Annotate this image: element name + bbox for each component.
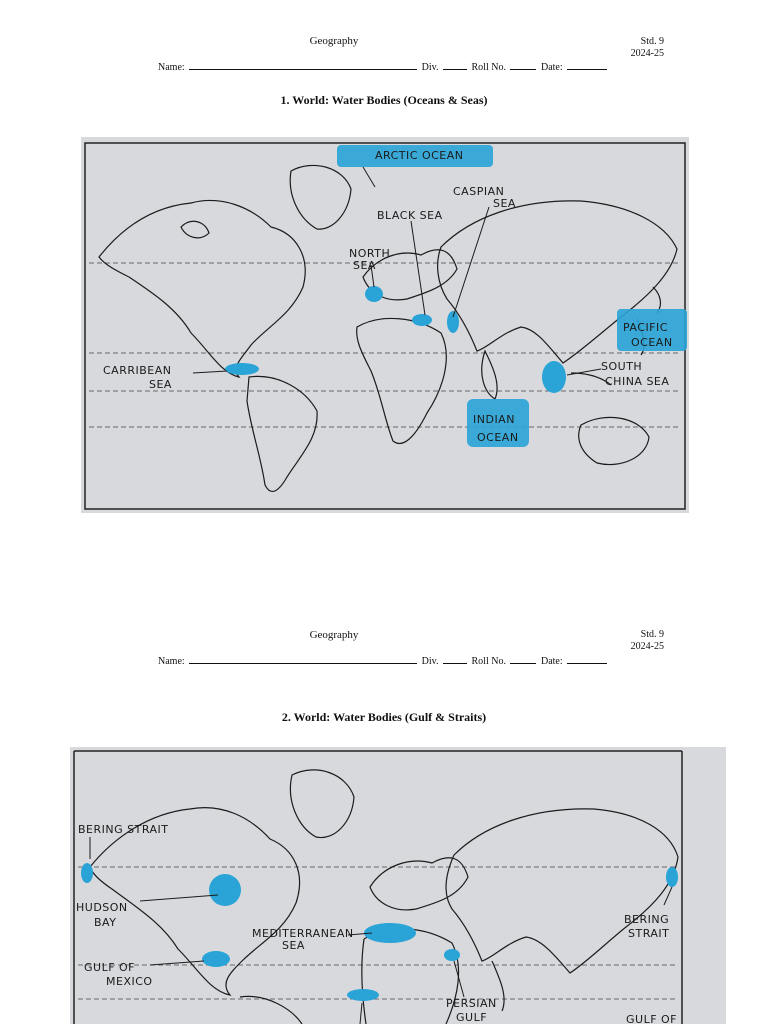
- label-carribean-sea: CARRIBEAN: [103, 364, 172, 377]
- label-mediterranean-sea: MEDITERRANEAN: [252, 927, 354, 940]
- label-hudson-bay: HUDSON: [76, 901, 128, 914]
- label-mediterranean-sea-2: SEA: [282, 939, 305, 952]
- world-map-gulfs-straits: [70, 747, 726, 1024]
- label-indian-ocean: INDIAN: [473, 413, 515, 426]
- map-drawing-2: [70, 747, 726, 1024]
- std-label: Std. 9: [640, 36, 664, 47]
- div-field-2[interactable]: [443, 654, 467, 664]
- label-black-sea: BLACK SEA: [377, 209, 443, 222]
- year-label: 2024-25: [630, 48, 664, 59]
- label-caspian-sea-2: SEA: [493, 197, 516, 210]
- date-field[interactable]: [567, 60, 607, 70]
- map-drawing: [81, 137, 689, 513]
- label-bering-strait-left: BERING STRAIT: [78, 823, 169, 836]
- std-year-block-2: [612, 629, 664, 653]
- label-persian-gulf: PERSIAN: [446, 997, 497, 1010]
- subject-heading-2: Geography: [309, 629, 359, 641]
- roll-label: Roll No.: [471, 62, 506, 73]
- date-label-2: Date:: [540, 656, 563, 667]
- roll-label-2: Roll No.: [471, 656, 506, 667]
- label-bering-strait-right: BERING: [624, 913, 670, 926]
- label-south-china-sea-2: CHINA SEA: [605, 375, 670, 388]
- div-label-2: Div.: [421, 656, 439, 667]
- std-year-block: [612, 36, 664, 60]
- label-gulf-of: GULF OF: [626, 1013, 678, 1024]
- label-hudson-bay-2: BAY: [94, 916, 117, 929]
- label-arctic-ocean: ARCTIC OCEAN: [375, 149, 464, 162]
- name-label-2: Name:: [158, 656, 185, 667]
- name-label: Name:: [158, 62, 185, 73]
- name-field-2[interactable]: [189, 654, 417, 664]
- student-info-line: [158, 60, 609, 73]
- student-info-line-2: [158, 654, 609, 667]
- world-map-oceans-seas: [81, 137, 689, 513]
- label-pacific-ocean: PACIFIC: [623, 321, 668, 334]
- std-label-2: Std. 9: [640, 629, 664, 640]
- div-field[interactable]: [443, 60, 467, 70]
- date-label: Date:: [540, 62, 563, 73]
- label-pacific-ocean-2: OCEAN: [631, 336, 673, 349]
- roll-field[interactable]: [510, 60, 536, 70]
- label-carribean-sea-2: SEA: [149, 378, 172, 391]
- label-north-sea-2: SEA: [353, 259, 376, 272]
- div-label: Div.: [421, 62, 439, 73]
- label-south-china-sea: SOUTH: [601, 360, 643, 373]
- label-persian-gulf-2: GULF: [456, 1011, 488, 1024]
- name-field[interactable]: [189, 60, 417, 70]
- year-label-2: 2024-25: [630, 641, 664, 652]
- label-caspian-sea: CASPIAN: [453, 185, 505, 198]
- worksheet-title-2: 2. World: Water Bodies (Gulf & Straits): [281, 710, 487, 724]
- label-indian-ocean-2: OCEAN: [477, 431, 519, 444]
- date-field-2[interactable]: [567, 654, 607, 664]
- subject-heading: Geography: [309, 35, 359, 47]
- label-north-sea: NORTH: [349, 247, 391, 260]
- worksheet-title: 1. World: Water Bodies (Oceans & Seas): [280, 93, 488, 107]
- roll-field-2[interactable]: [510, 654, 536, 664]
- label-gulf-of-mexico-2: MEXICO: [106, 975, 153, 988]
- label-gulf-of-mexico: GULF OF: [84, 961, 136, 974]
- label-bering-strait-right-2: STRAIT: [628, 927, 670, 940]
